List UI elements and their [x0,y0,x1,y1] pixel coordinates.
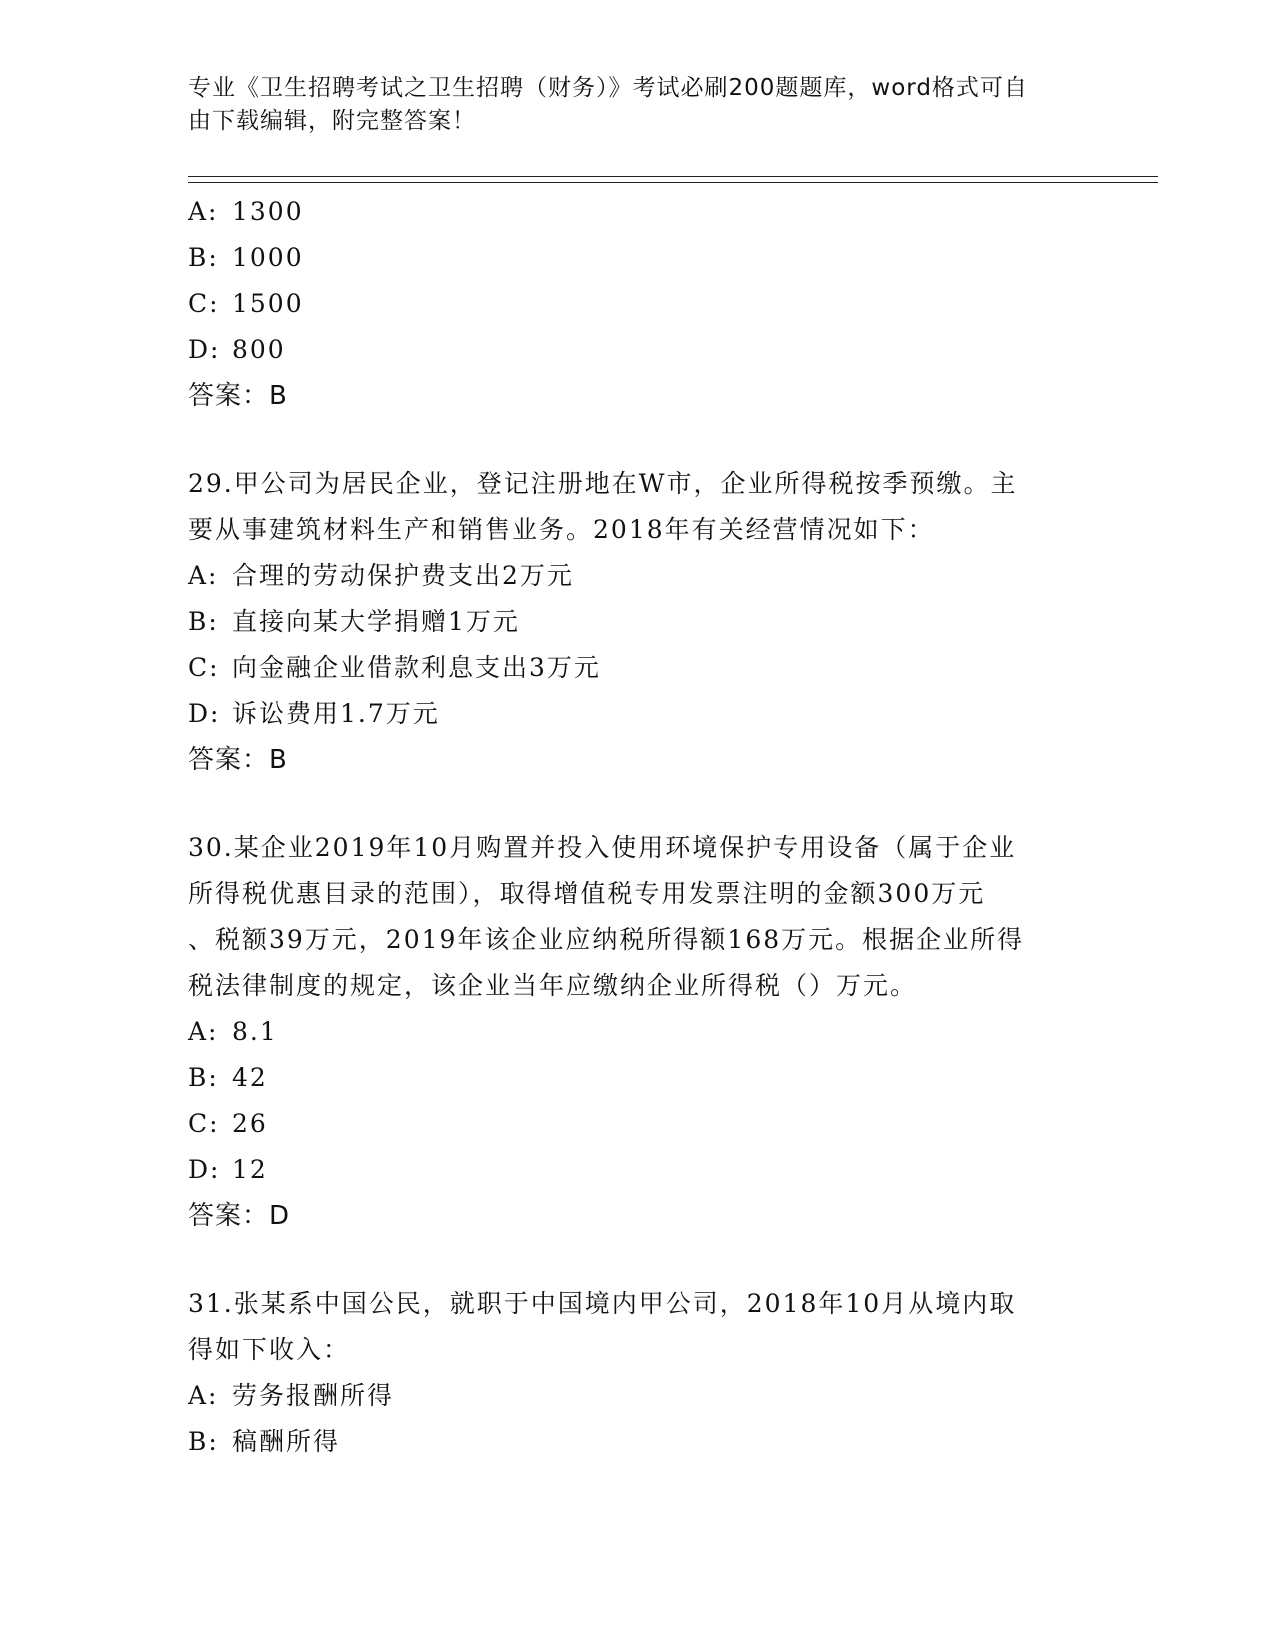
header-line-2: 由下载编辑，附完整答案！ [188,108,476,134]
option-a: A: 1300 [188,197,304,226]
question-gap [188,419,1088,461]
question-stem-line: 得如下收入： [188,1335,351,1364]
question-list [188,189,1088,1465]
option-b: B: 直接向某大学捐赠1万元 [188,607,520,636]
question-29 [188,461,1088,783]
question-stem-line: 所得税优惠目录的范围），取得增值税专用发票注明的金额300万元 [188,879,986,908]
option-b: B: 1000 [188,243,304,272]
question-stem-line: 31.张某系中国公民，就职于中国境内甲公司，2018年10月从境内取 [188,1289,1017,1318]
header-divider-bottom [188,182,1158,183]
question-stem-line: 要从事建筑材料生产和销售业务。2018年有关经营情况如下： [188,515,935,544]
option-d: D: 12 [188,1155,268,1184]
header-line-1: 专业《卫生招聘考试之卫生招聘（财务）》考试必刷200题题库，word格式可自 [188,75,1028,101]
document-header [188,72,1088,138]
header-divider-top [188,176,1158,177]
question-31 [188,1281,1088,1465]
option-d: D: 800 [188,335,286,364]
question-gap [188,783,1088,825]
option-d: D: 诉讼费用1.7万元 [188,699,440,728]
option-a: A: 劳务报酬所得 [188,1381,395,1410]
option-b: B: 稿酬所得 [188,1427,341,1456]
question-30 [188,825,1088,1239]
answer-line: 答案：D [188,1201,291,1231]
question-28 [188,189,1088,419]
option-a: A: 8.1 [188,1017,278,1046]
option-c: C: 1500 [188,289,304,318]
option-a: A: 合理的劳动保护费支出2万元 [188,561,574,590]
question-stem-line: 29.甲公司为居民企业，登记注册地在W市，企业所得税按季预缴。主 [188,469,1018,498]
question-stem-line: 税法律制度的规定，该企业当年应缴纳企业所得税（）万元。 [188,971,918,1000]
answer-line: 答案：B [188,381,288,411]
option-c: C: 向金融企业借款利息支出3万元 [188,653,601,682]
answer-line: 答案：B [188,745,288,775]
option-b: B: 42 [188,1063,268,1092]
question-stem-line: 、税额39万元，2019年该企业应纳税所得额168万元。根据企业所得 [188,925,1025,954]
option-c: C: 26 [188,1109,268,1138]
question-gap [188,1239,1088,1281]
question-stem-line: 30.某企业2019年10月购置并投入使用环境保护专用设备（属于企业 [188,833,1017,862]
